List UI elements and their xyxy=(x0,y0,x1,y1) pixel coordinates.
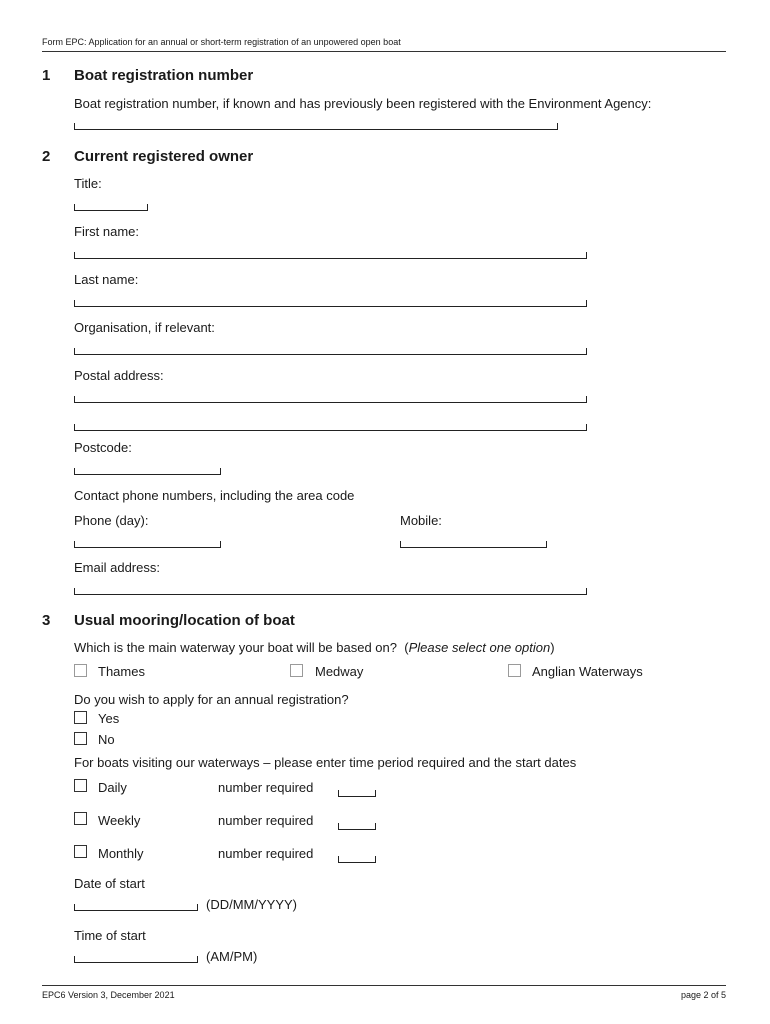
section-3-number: 3 xyxy=(42,612,51,629)
thames-label: Thames xyxy=(98,664,145,679)
anglian-waterways-checkbox[interactable] xyxy=(508,664,521,677)
annual-yes-label: Yes xyxy=(98,711,120,726)
boat-reg-number-label: Boat registration number, if known and has previously been registered with the Environment Agency: xyxy=(74,96,652,111)
time-of-start-label: Time of start xyxy=(74,928,146,943)
waterway-hint-open: ( xyxy=(400,640,409,655)
visiting-instructions: For boats visiting our waterways – please enter time period required and the start dates xyxy=(74,755,577,770)
annual-yes-checkbox[interactable] xyxy=(74,711,87,724)
section-2-number: 2 xyxy=(42,148,51,165)
time-format-hint: (AM/PM) xyxy=(206,949,258,964)
first-name-field[interactable] xyxy=(74,252,587,259)
weekly-number-field[interactable] xyxy=(338,823,376,830)
postal-address-line-2-field[interactable] xyxy=(74,424,587,431)
monthly-number-field[interactable] xyxy=(338,856,376,863)
annual-question: Do you wish to apply for an annual registration? xyxy=(74,692,349,707)
footer-version: EPC6 Version 3, December 2021 xyxy=(42,990,175,1000)
postal-address-label: Postal address: xyxy=(74,368,164,383)
title-label: Title: xyxy=(74,176,102,191)
annual-no-label: No xyxy=(98,732,115,747)
daily-number-required-label: number required xyxy=(218,780,314,795)
contact-phone-intro: Contact phone numbers, including the area code xyxy=(74,488,355,503)
phone-day-field[interactable] xyxy=(74,541,221,548)
phone-day-label: Phone (day): xyxy=(74,513,149,528)
section-2-title: Current registered owner xyxy=(74,148,254,165)
email-field[interactable] xyxy=(74,588,587,595)
postcode-field[interactable] xyxy=(74,468,221,475)
postal-address-line-1-field[interactable] xyxy=(74,396,587,403)
monthly-label: Monthly xyxy=(98,846,144,861)
form-header-title: Form EPC: Application for an annual or short-term registration of an unpowered open boat xyxy=(42,37,401,47)
weekly-label: Weekly xyxy=(98,813,141,828)
footer-page-number: page 2 of 5 xyxy=(680,990,726,1000)
section-3-title: Usual mooring/location of boat xyxy=(74,612,295,629)
date-of-start-field[interactable] xyxy=(74,904,198,911)
waterway-hint: Please select one option xyxy=(408,640,551,655)
monthly-number-required-label: number required xyxy=(218,846,314,861)
medway-label: Medway xyxy=(315,664,364,679)
weekly-checkbox[interactable] xyxy=(74,812,87,825)
organisation-label: Organisation, if relevant: xyxy=(74,320,215,335)
waterway-hint-close: ) xyxy=(550,640,555,655)
weekly-number-required-label: number required xyxy=(218,813,314,828)
daily-checkbox[interactable] xyxy=(74,779,87,792)
title-field[interactable] xyxy=(74,204,148,211)
date-format-hint: (DD/MM/YYYY) xyxy=(206,897,297,912)
postcode-label: Postcode: xyxy=(74,440,132,455)
thames-checkbox[interactable] xyxy=(74,664,87,677)
medway-checkbox[interactable] xyxy=(290,664,303,677)
email-label: Email address: xyxy=(74,560,160,575)
header-rule xyxy=(42,51,726,52)
section-1-title: Boat registration number xyxy=(74,67,254,84)
organisation-field[interactable] xyxy=(74,348,587,355)
footer-rule xyxy=(42,985,726,986)
boat-reg-number-field[interactable] xyxy=(74,123,558,130)
annual-no-checkbox[interactable] xyxy=(74,732,87,745)
waterway-question xyxy=(74,640,555,655)
monthly-checkbox[interactable] xyxy=(74,845,87,858)
daily-label: Daily xyxy=(98,780,127,795)
section-1-number: 1 xyxy=(42,67,51,84)
anglian-waterways-label: Anglian Waterways xyxy=(532,664,643,679)
time-of-start-field[interactable] xyxy=(74,956,198,963)
first-name-label: First name: xyxy=(74,224,140,239)
mobile-label: Mobile: xyxy=(400,513,442,528)
mobile-field[interactable] xyxy=(400,541,547,548)
last-name-label: Last name: xyxy=(74,272,139,287)
date-of-start-label: Date of start xyxy=(74,876,145,891)
waterway-question-text: Which is the main waterway your boat will be based on? xyxy=(74,640,397,655)
last-name-field[interactable] xyxy=(74,300,587,307)
daily-number-field[interactable] xyxy=(338,790,376,797)
